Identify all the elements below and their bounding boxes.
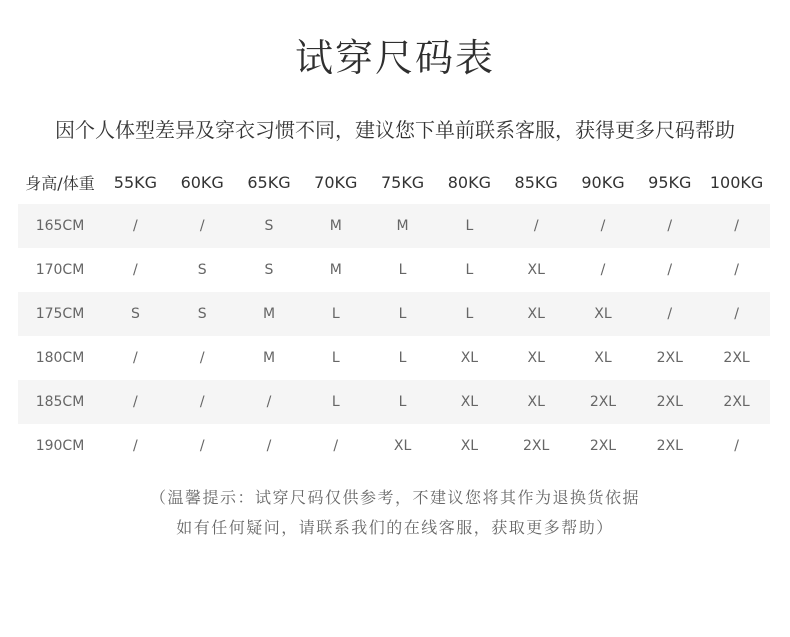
size-cell: / [667,262,673,278]
size-cell: L [436,292,503,336]
size-cell: XL [393,438,412,454]
size-cell: 2XL [523,438,550,454]
weight-header: 70KG [314,172,358,192]
size-cell: / [636,204,703,248]
size-cell: XL [527,262,545,278]
size-cell: L [398,262,407,278]
size-cell: / [236,380,303,424]
size-cell: S [197,262,207,278]
size-cell: L [302,380,369,424]
size-cell: L [302,292,369,336]
table-row [18,380,770,424]
size-cell: S [169,292,236,336]
size-cell: / [600,262,606,278]
size-cell: L [331,350,340,366]
size-cell: 2XL [636,380,703,424]
size-cell: / [734,262,739,278]
weight-header: 85KG [514,172,558,192]
size-cell: L [369,292,436,336]
size-cell: S [264,262,274,278]
table-row [18,336,770,380]
size-table [18,160,770,468]
weight-header: 60KG [180,172,224,192]
size-cell: / [734,438,739,454]
size-cell: M [329,262,342,278]
size-cell: / [570,204,637,248]
weight-header: 75KG [380,172,425,192]
size-cell: XL [503,380,570,424]
height-cell: 175CM [18,292,102,336]
disclaimer-line-1: （温馨提示：试穿尺码仅供参考，不建议您将其作为退换货依据 [149,488,640,507]
weight-header: 100KG [709,172,764,192]
disclaimer-line-2: 如有任何疑问，请联系我们的在线客服，获取更多帮助） [176,518,614,537]
size-cell: / [199,350,205,366]
size-cell: M [369,204,436,248]
size-cell: 2XL [656,350,683,366]
weight-header: 65KG [247,172,291,192]
size-cell: L [369,380,436,424]
page-title: 试穿尺码表 [294,36,495,80]
table-row [18,204,770,248]
table-row [18,292,770,336]
weight-header: 90KG [581,172,625,192]
size-cell: 2XL [589,438,617,454]
size-cell: / [169,204,236,248]
corner-header: 身高/体重 [25,173,95,193]
size-cell: M [236,292,303,336]
size-cell: / [703,292,770,336]
size-cell: / [333,438,339,454]
size-cell: M [262,350,276,366]
size-cell: M [302,204,369,248]
size-cell: XL [503,292,570,336]
size-cell: / [102,204,169,248]
size-cell: XL [460,438,479,454]
size-cell: XL [527,350,545,366]
size-cell: / [503,204,570,248]
size-cell: 2XL [723,350,750,366]
size-cell: / [169,380,236,424]
height-cell: 180CM [35,350,85,366]
size-cell: / [133,350,138,366]
size-cell: / [703,204,770,248]
size-cell: XL [436,380,503,424]
height-cell: 165CM [18,204,102,248]
size-cell: S [102,292,169,336]
size-cell: L [398,350,407,366]
page-subtitle: 因个人体型差异及穿衣习惯不同，建议您下单前联系客服，获得更多尺码帮助 [55,118,735,142]
size-cell: XL [460,350,479,366]
size-cell: L [436,204,503,248]
size-cell: / [636,292,703,336]
size-cell: / [133,262,138,278]
table-row [18,424,770,468]
weight-header: 95KG [648,172,692,192]
size-cell: 2XL [703,380,770,424]
size-cell: 2XL [656,438,683,454]
size-cell: / [199,438,205,454]
size-cell: XL [570,292,637,336]
height-cell: 190CM [35,438,85,454]
height-cell: 170CM [35,262,85,278]
height-cell: 185CM [18,380,102,424]
weight-header: 55KG [113,172,158,192]
size-cell: XL [594,350,612,366]
size-cell: / [133,438,138,454]
table-header-row [18,160,770,204]
weight-header: 80KG [447,172,491,192]
size-cell: / [266,438,272,454]
size-cell: / [102,380,169,424]
size-cell: S [236,204,303,248]
size-cell: 2XL [570,380,637,424]
table-row [18,248,770,292]
size-cell: L [465,262,474,278]
